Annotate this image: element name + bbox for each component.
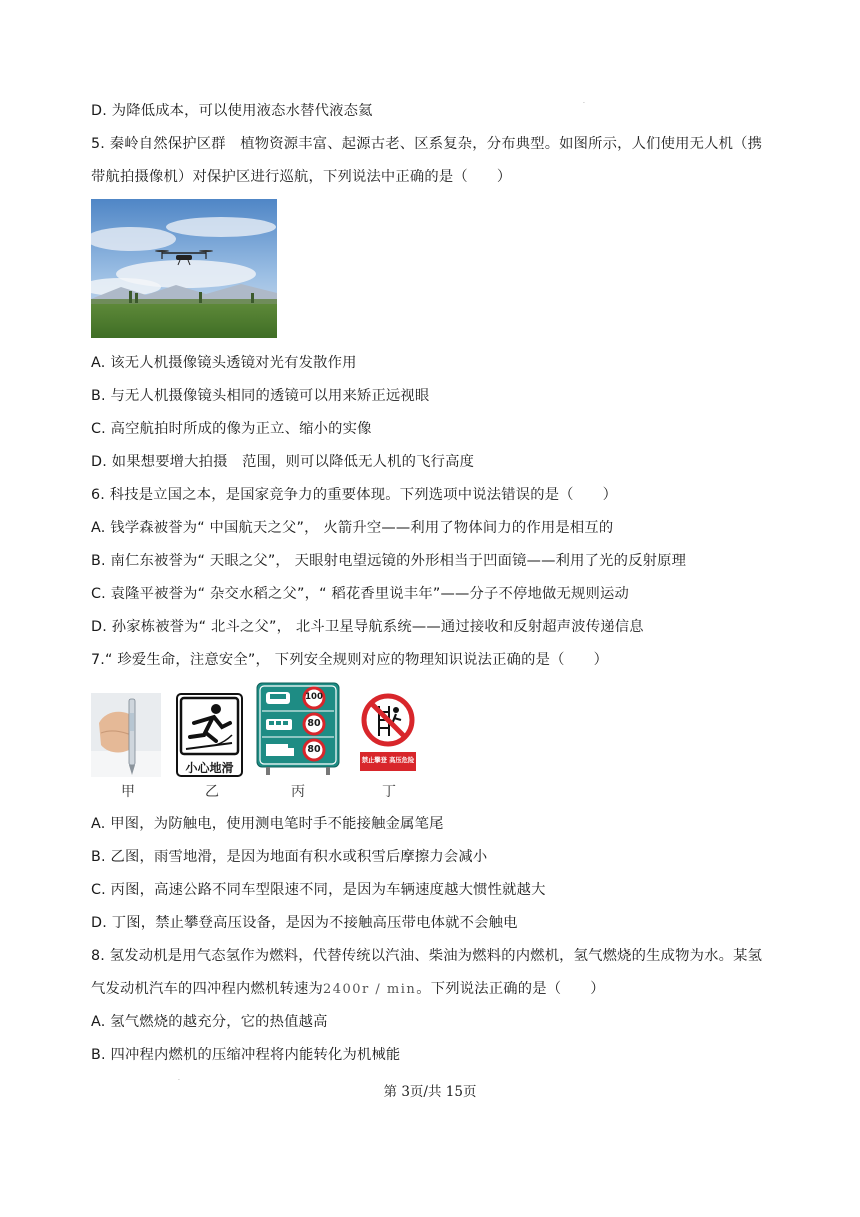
speed-limit-car: 100 bbox=[305, 692, 323, 702]
speck: · bbox=[583, 100, 585, 107]
slippery-floor-sign bbox=[176, 693, 243, 781]
q7-option-b: B. 乙图，雨雪地滑，是因为地面有积水或积雪后摩擦力会减小 bbox=[91, 849, 488, 865]
q5-stem-line-1: 5. 秦岭自然保护区群 植物资源丰富、起源古老、区系复杂，分布典型。如图所示，人们使用无人机（携 bbox=[91, 136, 763, 152]
no-climbing-text: 禁止攀登 高压危险 bbox=[361, 757, 415, 764]
q8-stem-text-b: 。下列说法正确的是（ ） bbox=[416, 981, 605, 997]
q8-stem-line-2 bbox=[91, 978, 605, 998]
q6-stem: 6. 科技是立国之本，是国家竞争力的重要体现。下列选项中说法错误的是（ ） bbox=[91, 487, 618, 503]
slippery-sign-text: 小心地滑 bbox=[185, 761, 234, 775]
q5-option-b: B. 与无人机摄像镜头相同的透镜可以用来矫正远视眼 bbox=[91, 388, 430, 404]
q8-option-b: B. 四冲程内燃机的压缩冲程将内能转化为机械能 bbox=[91, 1047, 401, 1063]
caption-ding: 丁 bbox=[382, 784, 396, 800]
no-climbing-sign bbox=[359, 692, 417, 778]
q5-option-d: D. 如果想要增大拍摄 范围，则可以降低无人机的飞行高度 bbox=[91, 454, 475, 470]
speed-limit-sign bbox=[256, 682, 340, 782]
q8-rotation-speed: 2400r / min bbox=[322, 982, 417, 997]
q5-stem-line-2: 带航拍摄像机）对保护区进行巡航，下列说法中正确的是（ ） bbox=[91, 169, 512, 185]
q5-option-c: C. 高空航拍时所成的像为正立、缩小的实像 bbox=[91, 421, 372, 437]
drone-photo bbox=[91, 199, 277, 338]
q7-stem: 7.“ 珍爱生命，注意安全”， 下列安全规则对应的物理知识说法正确的是（ ） bbox=[91, 652, 609, 668]
q6-option-a: A. 钱学森被誉为“ 中国航天之父”， 火箭升空——利用了物体间力的作用是相互的 bbox=[91, 520, 614, 536]
caption-bing: 丙 bbox=[291, 784, 305, 800]
page-footer: 第 3页/共 15页 bbox=[383, 1084, 477, 1100]
q6-option-d: D. 孙家栋被誉为“ 北斗之父”， 北斗卫星导航系统——通过接收和反射超声波传递信息 bbox=[91, 619, 644, 635]
q6-option-c: C. 袁隆平被誉为“ 杂交水稻之父”，“ 稻花香里说丰年”——分子不停地做无规则运动 bbox=[91, 586, 629, 602]
speed-limit-bus: 80 bbox=[307, 718, 321, 729]
q7-option-d: D. 丁图，禁止攀登高压设备，是因为不接触高压带电体就不会触电 bbox=[91, 915, 518, 931]
q8-stem-text-a: 气发动机汽车的四冲程内燃机转速为 bbox=[91, 981, 323, 997]
q5-option-a: A. 该无人机摄像镜头透镜对光有发散作用 bbox=[91, 355, 357, 371]
q8-stem-line-1: 8. 氢发动机是用气态氢作为燃料，代替传统以汽油、柴油为燃料的内燃机，氢气燃烧的生成物为水。某氢 bbox=[91, 948, 763, 964]
q6-option-b: B. 南仁东被誉为“ 天眼之父”， 天眼射电望远镜的外形相当于凹面镜——利用了光的反射原理 bbox=[91, 553, 687, 569]
speed-limit-truck: 80 bbox=[307, 744, 321, 755]
caption-yi: 乙 bbox=[205, 784, 219, 800]
q8-option-a: A. 氢气燃烧的越充分，它的热值越高 bbox=[91, 1014, 328, 1030]
caption-jia: 甲 bbox=[121, 784, 135, 800]
test-pen-photo bbox=[91, 693, 161, 781]
speck: · bbox=[178, 1077, 180, 1084]
q4-option-d: D. 为降低成本，可以使用液态水替代液态氦 bbox=[91, 103, 373, 119]
q7-option-a: A. 甲图，为防触电，使用测电笔时手不能接触金属笔尾 bbox=[91, 816, 444, 832]
q7-option-c: C. 丙图，高速公路不同车型限速不同，是因为车辆速度越大惯性就越大 bbox=[91, 882, 546, 898]
